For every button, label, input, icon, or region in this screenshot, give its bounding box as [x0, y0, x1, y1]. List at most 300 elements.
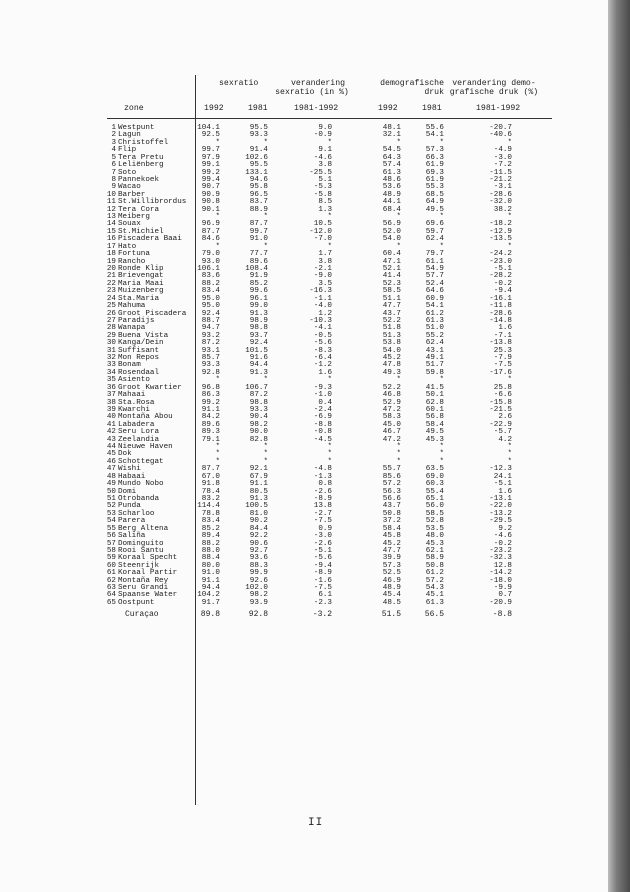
cell-num: 7: [111, 168, 116, 177]
cell-zone: Suffisant: [118, 346, 160, 355]
cell-num: 6: [111, 161, 116, 170]
cell-zone: Kanga/Dein: [118, 339, 164, 348]
cell-dd81: 64.6: [425, 287, 444, 296]
cell-zone: Rosendaal: [118, 368, 160, 377]
cell-srch: 3.8: [318, 257, 332, 266]
cell-sr92: 95.0: [201, 294, 220, 303]
cell-zone: Hato: [118, 242, 137, 251]
cell-dd81: 55.2: [425, 331, 444, 340]
cell-srch: -25.5: [309, 168, 332, 177]
cell-srch: *: [327, 213, 332, 222]
cell-dd81: 62.4: [425, 235, 444, 244]
cell-num: 2: [111, 131, 116, 140]
cell-sr81: 102.6: [245, 153, 268, 162]
cell-zone: Parera: [118, 517, 146, 526]
cell-sr81: *: [263, 443, 268, 452]
cell-dd81: 61.2: [425, 309, 444, 318]
cell-ddch: 0.7: [498, 591, 512, 600]
cell-sr81: 98.8: [249, 324, 268, 333]
cell-dd92: 52.1: [382, 264, 401, 273]
cell-zone: Flip: [118, 146, 137, 155]
cell-sr81: 89.6: [249, 257, 268, 266]
cell-dd92: 41.4: [382, 272, 401, 281]
cell-dd81: *: [439, 138, 444, 147]
cell-sr92: *: [215, 242, 220, 251]
cell-dd81: 69.0: [425, 472, 444, 481]
cell-sr81: 83.7: [249, 198, 268, 207]
cell-num: 38: [106, 398, 116, 407]
cell-dd81: *: [439, 242, 444, 251]
header-period-druk: 1981-1992: [476, 104, 521, 113]
cell-zone: Saliña: [118, 532, 146, 541]
cell-srch: 1.3: [318, 205, 332, 214]
cell-dd81: 63.5: [425, 465, 444, 474]
cell-zone: Wacao: [118, 183, 141, 192]
cell-num: 10: [106, 190, 116, 199]
cell-dd92: *: [396, 450, 401, 459]
cell-zone: Bonam: [118, 361, 141, 370]
cell-zone: St.Michiel: [118, 227, 164, 236]
cell-sr81: 81.0: [249, 509, 268, 518]
cell-srch: 6.1: [318, 591, 332, 600]
cell-num: 21: [106, 272, 116, 281]
cell-srch: -5.6: [313, 339, 332, 348]
table-row: [0, 599, 608, 607]
cell-ddch: -7.2: [493, 161, 512, 170]
cell-sr92: 89.4: [201, 532, 220, 541]
cell-dd92: 46.7: [382, 428, 401, 437]
cell-dd81: 55.3: [425, 183, 444, 192]
cell-dd92: 32.1: [382, 131, 401, 140]
cell-srch: -5.6: [313, 554, 332, 563]
cell-srch: -1.3: [313, 472, 332, 481]
cell-ddch: 25.8: [493, 383, 512, 392]
cell-sr92: *: [215, 376, 220, 385]
cell-srch: -1.0: [313, 391, 332, 400]
cell-dd92: 51.8: [382, 324, 401, 333]
cell-num: 13: [106, 213, 116, 222]
cell-dd81: 62.4: [425, 339, 444, 348]
cell-dd92: 58.3: [382, 413, 401, 422]
cell-dd81: 62.8: [425, 398, 444, 407]
cell-sr92: 106.1: [197, 264, 220, 273]
cell-srch: -6.4: [313, 354, 332, 363]
header-1992-druk: 1992: [378, 104, 398, 113]
cell-dd81: 53.5: [425, 524, 444, 533]
cell-ddch: *: [507, 138, 512, 147]
cell-num: 41: [106, 420, 116, 429]
cell-zone: Montaña Abou: [118, 413, 173, 422]
cell-srch: -7.5: [313, 517, 332, 526]
cell-sr81: 101.5: [245, 346, 268, 355]
header-verandering-sexratio-line1: verandering: [290, 79, 346, 88]
cell-srch: -4.8: [313, 465, 332, 474]
cell-sr92: 88.4: [201, 554, 220, 563]
cell-ddch: -28.2: [489, 272, 512, 281]
cell-ddch: -5.1: [493, 264, 512, 273]
cell-dd81: 65.1: [425, 495, 444, 503]
cell-dd81: *: [439, 450, 444, 459]
header-verandering-druk-line1: verandering demo-: [452, 79, 536, 88]
cell-dd92: 51.1: [382, 294, 401, 303]
cell-srch: -2.4: [313, 405, 332, 414]
cell-sr81: 84.4: [249, 524, 268, 533]
cell-dd92: 52.5: [382, 569, 401, 578]
cell-num: 18: [106, 250, 116, 259]
cell-ddch: -0.2: [493, 279, 512, 288]
cell-sr92: 92.5: [201, 131, 220, 140]
cell-dd81: 61.2: [425, 569, 444, 578]
cell-srch: -2.1: [313, 264, 332, 273]
header-1981-sexratio: 1981: [248, 104, 268, 113]
header-period-sexratio: 1981-1992: [294, 104, 339, 113]
cell-dd92: 44.1: [382, 198, 401, 207]
cell-dd81: 51.0: [425, 324, 444, 333]
cell-zone: Labadera: [118, 420, 155, 429]
cell-zone: Groot Piscadera: [118, 309, 187, 318]
cell-sr81: 93.6: [249, 554, 268, 563]
cell-sr92: 88.7: [201, 316, 220, 325]
cell-sr81: 91.1: [249, 480, 268, 489]
cell-srch: -12.0: [309, 227, 332, 236]
cell-srch: -7.5: [313, 584, 332, 593]
cell-zone: Rancho: [118, 257, 146, 266]
cell-dd81: 54.1: [425, 131, 444, 140]
cell-zone: Dok: [118, 450, 132, 459]
cell-ddch: -7.9: [493, 354, 512, 363]
cell-dd81: 49.5: [425, 205, 444, 214]
cell-num: 12: [106, 205, 116, 214]
cell-sr92: 90.1: [201, 205, 220, 214]
cell-sr92: 88.0: [201, 546, 220, 555]
header-demografische-druk-line1: demografische: [380, 79, 444, 88]
cell-srch: 1.2: [318, 309, 332, 318]
cell-ddch: -16.1: [489, 294, 512, 303]
cell-sr92: 93.3: [201, 361, 220, 370]
cell-srch: 3.5: [318, 279, 332, 288]
cell-dd92: 45.2: [382, 539, 401, 548]
cell-num: 16: [106, 235, 116, 244]
cell-dd92: 48.5: [382, 598, 401, 607]
cell-dd92: 43.7: [382, 502, 401, 511]
cell-num: 8: [111, 175, 116, 184]
cell-zone: Wishi: [118, 465, 141, 474]
cell-sr92: 78.4: [201, 487, 220, 496]
cell-srch: 3.8: [318, 161, 332, 170]
cell-dd81: 59.8: [425, 368, 444, 377]
cell-sr81: 99.7: [249, 227, 268, 236]
cell-sr92: 83.4: [201, 517, 220, 526]
cell-num: 47: [106, 465, 116, 474]
cell-zone: Asiento: [118, 376, 150, 385]
cell-sr81: 91.3: [249, 495, 268, 503]
cell-sr81: 98.9: [249, 316, 268, 325]
cell-srch: 8.5: [318, 198, 332, 207]
cell-srch: -2.3: [313, 598, 332, 607]
cell-dd92: 68.4: [382, 205, 401, 214]
cell-sr92: 91.1: [201, 405, 220, 414]
cell-zone: Otrobanda: [118, 495, 160, 503]
cell-sr81: 96.1: [249, 294, 268, 303]
cell-dd81: 57.2: [425, 576, 444, 585]
cell-ddch: 4.2: [498, 435, 512, 444]
cell-sr81: 80.5: [249, 487, 268, 496]
cell-srch: -5.8: [313, 190, 332, 199]
cell-ddch: -22.0: [489, 502, 512, 511]
cell-dd92: 48.6: [382, 175, 401, 184]
cell-ddch: -12.3: [489, 465, 512, 474]
cell-ddch: 2.6: [498, 413, 512, 422]
total-dd81: 56.5: [424, 610, 444, 619]
cell-sr81: 100.5: [245, 502, 268, 511]
cell-srch: 0.4: [318, 398, 332, 407]
cell-sr92: 83.2: [201, 495, 220, 503]
cell-num: 40: [106, 413, 116, 422]
cell-dd92: 52.0: [382, 227, 401, 236]
cell-srch: -8.8: [313, 420, 332, 429]
cell-dd81: 58.5: [425, 509, 444, 518]
cell-dd92: *: [396, 138, 401, 147]
cell-ddch: -5.1: [493, 480, 512, 489]
cell-dd92: *: [396, 443, 401, 452]
cell-sr92: 99.7: [201, 146, 220, 155]
cell-sr81: 91.4: [249, 146, 268, 155]
cell-sr81: 92.1: [249, 465, 268, 474]
cell-ddch: -13.1: [489, 495, 512, 503]
cell-dd81: 49.1: [425, 354, 444, 363]
cell-srch: *: [327, 450, 332, 459]
cell-zone: Scharloo: [118, 509, 155, 518]
cell-zone: Meiberg: [118, 213, 150, 222]
cell-sr92: 92.8: [201, 368, 220, 377]
cell-srch: -9.4: [313, 561, 332, 570]
cell-num: 28: [106, 324, 116, 333]
cell-srch: 13.8: [313, 502, 332, 511]
cell-srch: -7.0: [313, 235, 332, 244]
cell-dd92: 52.9: [382, 398, 401, 407]
cell-zone: Soto: [118, 168, 137, 177]
cell-zone: Dominguito: [118, 539, 164, 548]
cell-sr81: 95.8: [249, 183, 268, 192]
cell-num: 17: [106, 242, 116, 251]
cell-num: 52: [106, 502, 116, 511]
cell-srch: *: [327, 242, 332, 251]
cell-sr81: *: [263, 138, 268, 147]
cell-srch: -1.1: [313, 294, 332, 303]
cell-zone: Steenrijk: [118, 561, 160, 570]
cell-dd81: *: [439, 457, 444, 466]
cell-srch: 0.9: [318, 524, 332, 533]
cell-dd92: 48.9: [382, 190, 401, 199]
cell-srch: -5.3: [313, 183, 332, 192]
cell-ddch: 38.2: [493, 205, 512, 214]
cell-num: 32: [106, 354, 116, 363]
cell-zone: Groot Kwartier: [118, 383, 182, 392]
total-srch: -3.2: [312, 610, 332, 619]
cell-sr81: *: [263, 242, 268, 251]
cell-sr81: 98.2: [249, 591, 268, 600]
cell-num: 48: [106, 472, 116, 481]
cell-sr92: 90.7: [201, 183, 220, 192]
cell-ddch: -0.2: [493, 539, 512, 548]
cell-sr92: 87.7: [201, 227, 220, 236]
page-number: II: [308, 817, 324, 829]
cell-sr92: 94.4: [201, 584, 220, 593]
cell-num: 27: [106, 316, 116, 325]
cell-zone: Sta.Maria: [118, 294, 160, 303]
cell-sr92: 90.9: [201, 190, 220, 199]
cell-zone: Mon Repos: [118, 354, 160, 363]
cell-sr81: 85.2: [249, 279, 268, 288]
cell-ddch: -9.9: [493, 584, 512, 593]
cell-sr81: 87.7: [249, 220, 268, 229]
cell-dd81: 49.5: [425, 428, 444, 437]
cell-sr92: 96.8: [201, 383, 220, 392]
cell-dd92: 45.4: [382, 591, 401, 600]
cell-sr92: 93.2: [201, 331, 220, 340]
cell-dd81: 54.9: [425, 264, 444, 273]
cell-zone: Barber: [118, 190, 146, 199]
cell-ddch: -28.6: [489, 309, 512, 318]
cell-sr81: *: [263, 457, 268, 466]
cell-dd92: 47.7: [382, 302, 401, 311]
cell-ddch: -4.9: [493, 146, 512, 155]
cell-zone: Mundo Nobo: [118, 480, 164, 489]
header-1981-druk: 1981: [422, 104, 442, 113]
cell-dd81: 45.1: [425, 591, 444, 600]
header-rule: [107, 118, 552, 119]
cell-sr81: 133.1: [245, 168, 268, 177]
cell-zone: Brievengat: [118, 272, 164, 281]
cell-sr92: 67.0: [201, 472, 220, 481]
total-ddch: -8.8: [492, 610, 512, 619]
cell-sr81: 67.9: [249, 472, 268, 481]
cell-sr92: 79.1: [201, 435, 220, 444]
cell-sr81: 87.2: [249, 391, 268, 400]
cell-dd92: 53.8: [382, 339, 401, 348]
cell-srch: 0.8: [318, 480, 332, 489]
cell-num: 54: [106, 517, 116, 526]
cell-sr81: 91.9: [249, 272, 268, 281]
cell-ddch: -14.8: [489, 316, 512, 325]
cell-num: 51: [106, 495, 116, 503]
cell-ddch: -18.0: [489, 576, 512, 585]
cell-dd81: 58.4: [425, 420, 444, 429]
cell-num: 36: [106, 383, 116, 392]
cell-zone: Mahaai: [118, 391, 146, 400]
cell-srch: -2.6: [313, 487, 332, 496]
cell-zone: Piscadera Baai: [118, 235, 182, 244]
cell-zone: Ronde Klip: [118, 264, 164, 273]
cell-zone: Habaai: [118, 472, 146, 481]
cell-srch: *: [327, 443, 332, 452]
cell-ddch: -12.9: [489, 227, 512, 236]
cell-num: 65: [106, 598, 116, 607]
cell-dd92: *: [396, 213, 401, 222]
cell-sr81: 92.7: [249, 546, 268, 555]
cell-srch: -8.3: [313, 346, 332, 355]
cell-num: 55: [106, 524, 116, 533]
cell-ddch: -13.5: [489, 235, 512, 244]
cell-ddch: -28.6: [489, 190, 512, 199]
cell-dd81: 45.3: [425, 435, 444, 444]
cell-srch: *: [327, 457, 332, 466]
cell-srch: 9.0: [318, 124, 332, 132]
cell-num: 37: [106, 391, 116, 400]
cell-dd81: 61.9: [425, 161, 444, 170]
cell-sr81: 90.0: [249, 428, 268, 437]
cell-srch: -9.0: [313, 272, 332, 281]
cell-sr81: 96.5: [249, 190, 268, 199]
cell-ddch: *: [507, 443, 512, 452]
cell-ddch: -40.6: [489, 131, 512, 140]
cell-ddch: *: [507, 376, 512, 385]
cell-sr81: 77.7: [249, 250, 268, 259]
cell-sr81: 93.9: [249, 598, 268, 607]
cell-dd81: 66.3: [425, 153, 444, 162]
cell-ddch: 1.6: [498, 324, 512, 333]
cell-sr81: 91.3: [249, 368, 268, 377]
cell-sr81: *: [263, 213, 268, 222]
cell-dd92: 47.1: [382, 257, 401, 266]
cell-dd92: 47.7: [382, 546, 401, 555]
cell-dd81: 48.0: [425, 532, 444, 541]
cell-num: 46: [106, 457, 116, 466]
scan-edge-shadow: [608, 0, 630, 892]
cell-sr81: 90.4: [249, 413, 268, 422]
cell-srch: -1.2: [313, 361, 332, 370]
cell-srch: -0.5: [313, 331, 332, 340]
cell-zone: Muizenberg: [118, 287, 164, 296]
cell-ddch: 9.2: [498, 524, 512, 533]
cell-sr81: *: [263, 450, 268, 459]
cell-srch: -2.6: [313, 539, 332, 548]
cell-sr92: 85.7: [201, 354, 220, 363]
cell-dd81: 54.1: [425, 302, 444, 311]
cell-sr81: 92.2: [249, 532, 268, 541]
cell-sr92: 104.2: [197, 591, 220, 600]
cell-dd81: 50.8: [425, 561, 444, 570]
cell-dd92: 47.8: [382, 361, 401, 370]
cell-sr92: 89.3: [201, 428, 220, 437]
cell-sr92: 99.1: [201, 161, 220, 170]
cell-dd92: *: [396, 457, 401, 466]
cell-ddch: -17.6: [489, 368, 512, 377]
cell-sr81: 106.7: [245, 383, 268, 392]
cell-sr81: 82.8: [249, 435, 268, 444]
cell-ddch: -6.6: [493, 391, 512, 400]
cell-sr92: 99.4: [201, 175, 220, 184]
cell-ddch: -11.8: [489, 302, 512, 311]
cell-sr81: 88.3: [249, 561, 268, 570]
cell-dd92: 43.7: [382, 309, 401, 318]
header-verandering-druk-line2: grafische druk (%): [449, 88, 539, 97]
cell-zone: Pannekoek: [118, 175, 160, 184]
cell-srch: -4.0: [313, 302, 332, 311]
cell-num: 33: [106, 361, 116, 370]
cell-zone: Maria Maai: [118, 279, 164, 288]
cell-num: 49: [106, 480, 116, 489]
cell-ddch: -20.7: [489, 124, 512, 132]
cell-srch: -0.9: [313, 131, 332, 140]
cell-ddch: -18.2: [489, 220, 512, 229]
cell-ddch: -21.2: [489, 175, 512, 184]
cell-ddch: -13.2: [489, 509, 512, 518]
cell-sr92: 92.4: [201, 309, 220, 318]
cell-dd92: *: [396, 376, 401, 385]
cell-num: 53: [106, 509, 116, 518]
header-demografische-druk-line2: druk: [424, 88, 444, 97]
